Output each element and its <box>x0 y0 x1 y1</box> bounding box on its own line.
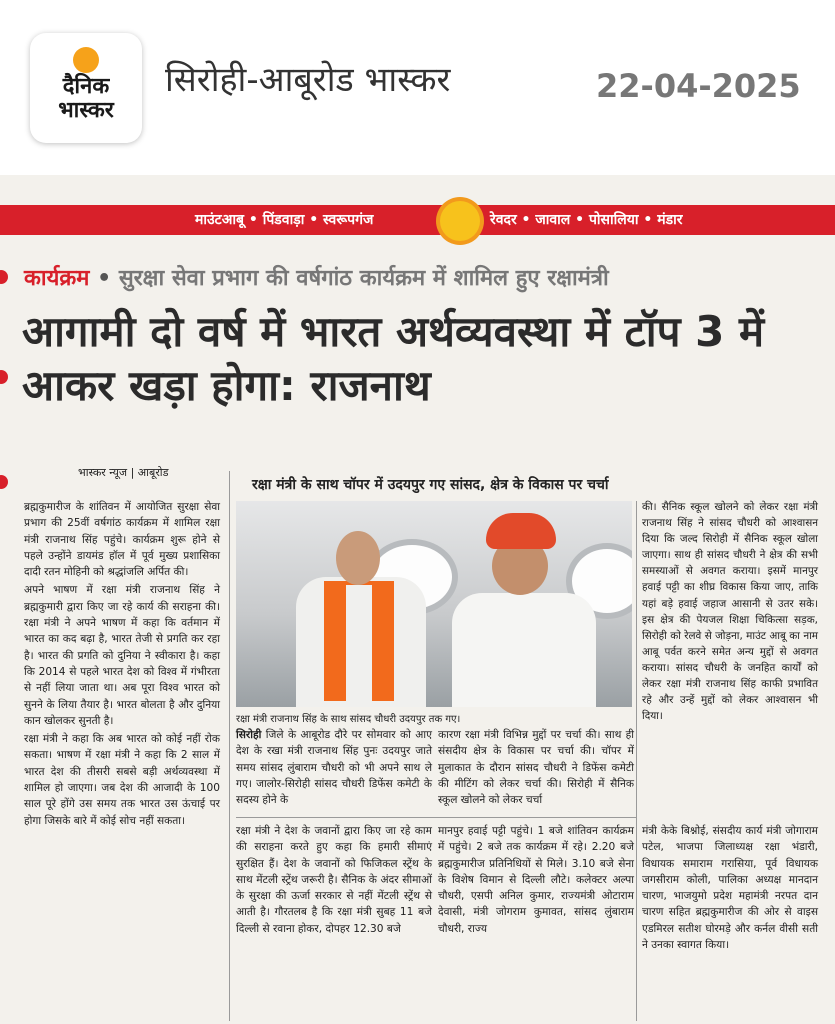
person-rajnath-singh <box>296 531 416 707</box>
paragraph: जिले के आबूरोड दौरे पर सोमवार को आए देश के रखा मंत्री राजनाथ सिंह पुनः उदयपुर जाते समय सांसद लुंबाराम चौधरी को भी अपने साथ ले गए। जालोर-सिरोही सांसद चौधरी डिफेंस कमेटी के सदस्य होने के <box>236 729 432 807</box>
logo-text-line1: दैनिक <box>62 74 110 99</box>
article-headline: आगामी दो वर्ष में भारत अर्थव्यवस्था में टॉप 3 में आकर खड़ा होगा: राजनाथ <box>22 307 765 410</box>
paragraph: अपने भाषण में रक्षा मंत्री राजनाथ सिंह ने ब्रह्मकुमारी द्वारा किए जा रहे कार्य की सराहना की। रक्षा मंत्री ने अपने भाषण में कहा कि वर्तमान में भारत का कद बढ़ा है, भारत तेजी से प्रगति कर रहा है। भारत की प्रगति को दुनिया ने स्वीकारा है। कहा कि 2014 से पहले भारत देश को विश्व में गंभीरता से नहीं लिया जाता था। अब पूरा विश्व भारत को सुनने के लिया तैयार है। भारत बोलता है और दुनिया कान खोलकर सुनती है। <box>24 584 220 727</box>
edition-band <box>0 205 835 235</box>
person-head <box>336 531 380 585</box>
column-rule <box>229 471 230 1021</box>
margin-dot <box>0 370 8 384</box>
article-column-2: रक्षा मंत्री ने देश के जवानों द्वारा किए जा रहे काम की सराहना करते हुए कहा कि हमारी सीमाएं सुरक्षित हैं। देश के जवानों को फिजिकल स्ट्रेंथ के साथ मेंटली स्ट्रेंथ जरूरी है। सैनिक के अंदर सीमाओं के सुरक्षा की ऊर्जा सरकार से नहीं मेंटली स्ट्रेंथ से आती है। गौरतलब है कि रक्षा मंत्री सुबह 11 बजे दिल्ली से रवाना होकर, दोपहर 12.30 बजे <box>236 825 432 935</box>
column-rule <box>636 501 637 1021</box>
photo-caption: रक्षा मंत्री राजनाथ सिंह के साथ सांसद चौधरी उदयपुर तक गए। <box>236 714 461 725</box>
dainik-bhaskar-logo[interactable] <box>30 33 142 143</box>
news-photo[interactable] <box>236 501 632 707</box>
kicker-label: कार्यक्रम <box>24 266 90 291</box>
margin-dot <box>0 270 8 284</box>
margin-dot <box>0 475 8 489</box>
kicker-separator: • <box>97 266 112 291</box>
edition-band-right: रेवदर • जावाल • पोसालिया • मंडार <box>490 212 683 228</box>
edition-date: 22-04-2025 <box>596 67 801 105</box>
app-header <box>0 0 835 175</box>
paragraph: रक्षा मंत्री ने कहा कि अब भारत को कोई नहीं रोक सकता। भाषण में रक्षा मंत्री ने कहा कि 2 साल में भारत देश की तीसरी सबसे बड़ी अर्थव्यवस्था में शामिल हो जाएगा। जब देश की आजादी के 100 साल पूरे होंगे उस समय तक भारत उस ऊंचाई पर होगा जिसके बारे में कोई सोच नहीं सकता। <box>24 733 220 827</box>
person-mp-chaudhary <box>446 513 596 707</box>
article-column-lead <box>24 499 220 831</box>
sub-article-headline: रक्षा मंत्री के साथ चॉपर में उदयपुर गए सांसद, क्षेत्र के विकास पर चर्चा <box>252 477 609 493</box>
article-column-4: मंत्री केके बिश्नोई, संसदीय कार्य मंत्री जोगाराम पटेल, भाजपा जिलाध्यक्ष रक्षा भंडारी, विधायक समाराम गरासिया, पूर्व विधायक जगसीराम कोली, पालिका अध्यक्ष मानदान चारण, भाजयुमो प्रदेश महामंत्री नरपत दान चारण सहित ब्रह्मकुमारीज की ओर से वाइस एडमिरल सतीश घोरमड़े और कर्नल वीसी सती ने उनका स्वागत किया। <box>642 825 818 952</box>
sub-article-column-1 <box>236 727 432 808</box>
article-byline: भास्कर न्यूज | आबूरोड <box>78 466 169 479</box>
kurta <box>346 585 372 701</box>
article-kicker <box>24 265 609 293</box>
sun-icon <box>73 47 99 73</box>
section-rule <box>236 817 636 818</box>
logo-text-line2: भास्कर <box>58 98 114 123</box>
band-sun-icon <box>440 201 480 241</box>
sub-article-side-column: की। सैनिक स्कूल खोलने को लेकर रक्षा मंत्री राजनाथ सिंह ने सांसद चौधरी को आश्वासन दिया कि जल्द सिरोही में सैनिक स्कूल खोला जाएगा। साथ ही सांसद चौधरी ने क्षेत्र की सभी समस्याओं से अवगत कराया। इसमें मानपुर हवाई पट्टी का शीघ्र विकास किया जाए, ताकि यहां बड़े हवाई जहाज आसानी से उतर सके। इस क्षेत्र की पेयजल शिक्षा चिकित्सा सड़क, सिरोही को रेलवे से जोड़ना, माउंट आबू का नाम आबू पर्वत करने समेत अन्य मुद्दों से अवगत कराया। सांसद चौधरी के जनहित कार्यों को लेकर रक्षा मंत्री राजनाथ सिंह काफी प्रभावित रहे और उन्हें मुद्दों को लेकर आश्वासन भी दिया। <box>642 501 818 723</box>
edition-title: सिरोही-आबूरोड भास्कर <box>165 60 451 100</box>
newspaper-page <box>0 175 835 1024</box>
edition-band-left: माउंटआबू • पिंडवाड़ा • स्वरूपगंज <box>195 212 374 228</box>
kicker-text: सुरक्षा सेवा प्रभाग की वर्षगांठ कार्यक्रम में शामिल हुए रक्षामंत्री <box>118 266 609 291</box>
person-body <box>452 593 596 707</box>
article-column-3: मानपुर हवाई पट्टी पहुंचे। 1 बजे शांतिवन कार्यक्रम में पहुंचे। 2 बजे तक कार्यक्रम में रहे। 2.20 बजे ब्रह्मकुमारीज प्रतिनिधियों से मिले। 3.10 बजे सेना के विशेष विमान से दिल्ली लौटे। कलेक्टर अल्पा चौधरी, एसपी अनिल कुमार, राज्यमंत्री ओटाराम देवासी, मंत्री जोगराम कुमावत, सांसद लुंबाराम चौधरी, राज्य <box>438 825 634 935</box>
paragraph: ब्रह्मकुमारीज के शांतिवन में आयोजित सुरक्षा सेवा प्रभाग की 25वीं वर्षगांठ कार्यक्रम में शामिल रक्षा मंत्री राजनाथ सिंह पहुंचे। कार्यक्रम शुरू होने से पहले उन्होंने डायमंड हॉल में पूर्व मुख्य प्रशासिका दादी रतन मोहिनी को श्रद्धांजलि अर्पित की। <box>24 501 220 579</box>
place-tag: सिरोही <box>236 729 262 741</box>
turban <box>486 513 556 549</box>
sub-article-column-2: कारण रक्षा मंत्री विभिन्न मुद्दों पर चर्चा की। साथ ही संसदीय क्षेत्र के विकास पर चर्चा की। चॉपर में मुलाकात के दौरान सांसद चौधरी ने डिफेंस कमेटी की मीटिंग को लेकर चर्चा की। सिरोही में सैनिक स्कूल खोलने को लेकर चर्चा <box>438 729 634 807</box>
